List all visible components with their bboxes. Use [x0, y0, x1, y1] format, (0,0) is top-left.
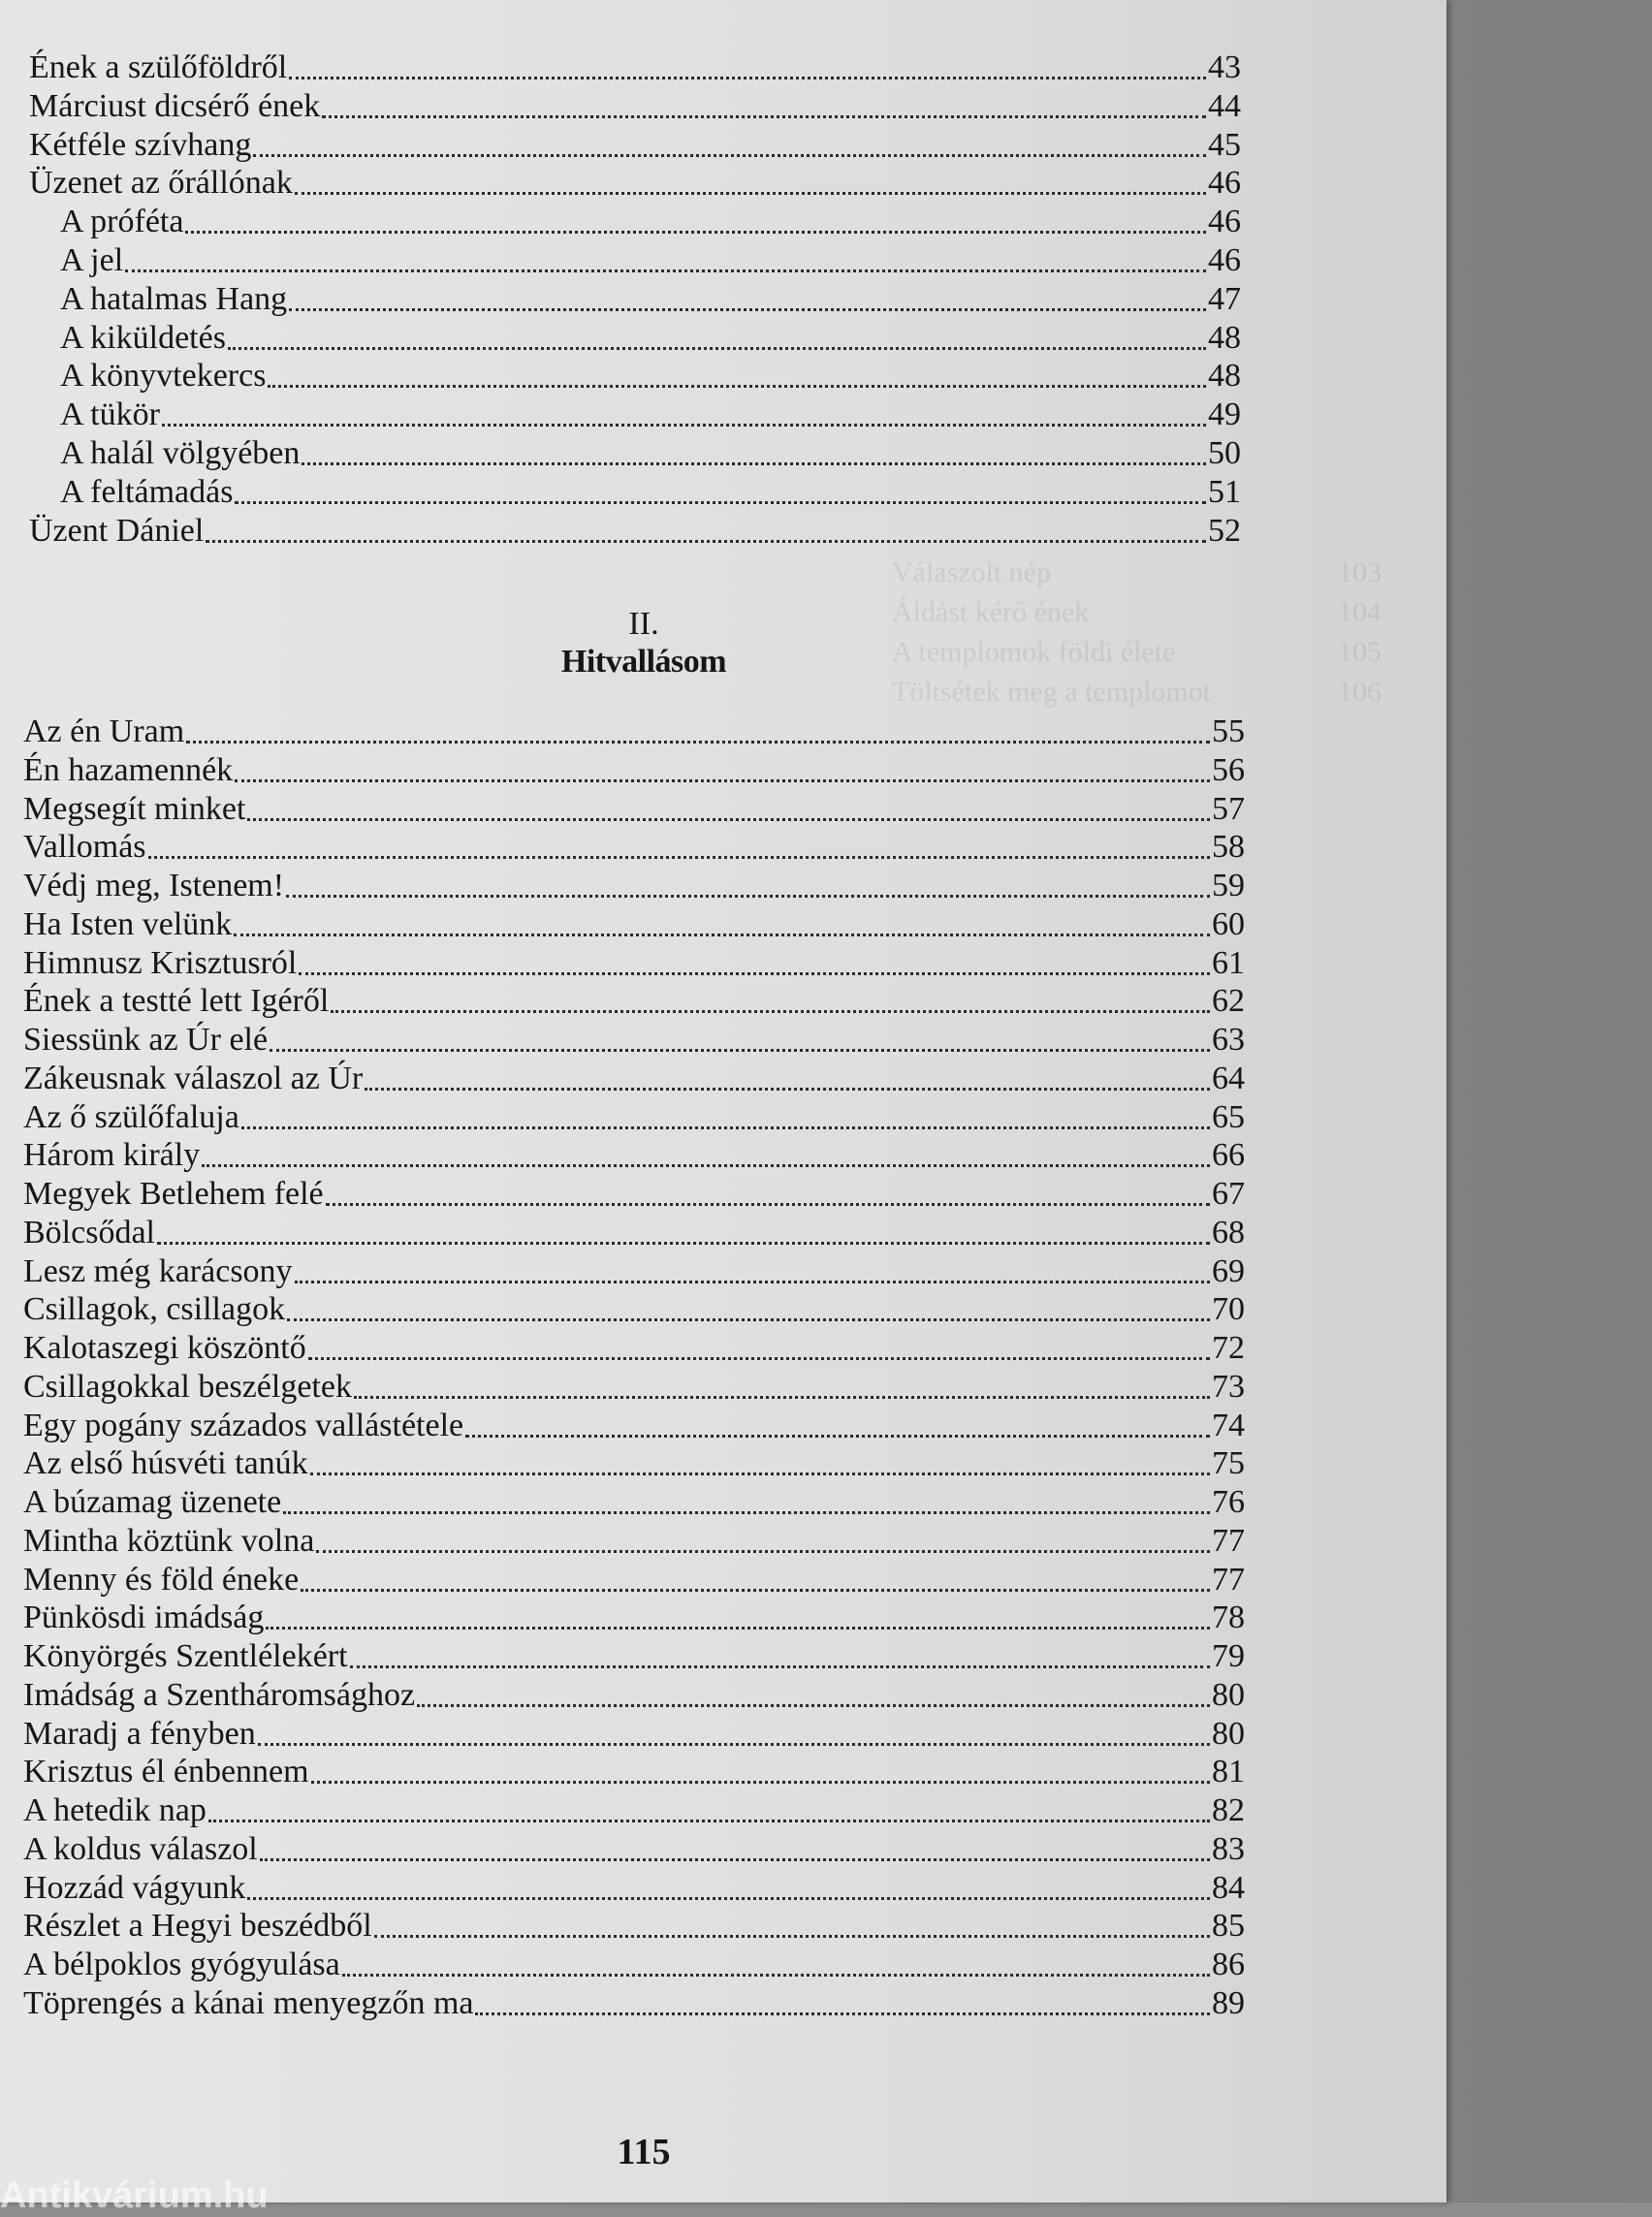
toc-entry-page: 74	[1212, 1407, 1245, 1443]
toc-entry-title: Pünkösdi imádság	[23, 1599, 265, 1636]
dot-leader	[326, 1203, 1210, 1206]
toc-entry	[23, 1060, 1245, 1098]
toc-entry-page: 49	[1208, 396, 1241, 433]
toc-entry	[23, 1407, 1245, 1445]
toc-entry-page: 86	[1212, 1947, 1245, 1982]
toc-entry-title: Kétféle szívhang	[29, 126, 252, 163]
toc-entry-page: 63	[1212, 1022, 1245, 1058]
toc-entry-page: 45	[1208, 126, 1241, 163]
toc-entry	[23, 790, 1245, 829]
ghost-line: Töltsétek meg a templomot	[892, 676, 1212, 708]
dot-leader	[186, 741, 1210, 744]
toc-entry-title: Töprengés a kánai menyegzőn ma	[23, 1984, 474, 2021]
toc-entry-title: A koldus válaszol	[23, 1830, 258, 1867]
toc-entry-page: 75	[1212, 1445, 1245, 1482]
toc-entry-page: 85	[1212, 1908, 1245, 1945]
toc-entry-page: 56	[1212, 751, 1245, 788]
toc-entry-page: 70	[1212, 1291, 1245, 1328]
dot-leader	[299, 972, 1210, 975]
toc-entry-page: 61	[1212, 944, 1245, 981]
toc-entry	[23, 1329, 1245, 1368]
toc-entry-page: 77	[1212, 1561, 1245, 1598]
toc-entry-title: A bélpoklos gyógyulása	[23, 1947, 340, 1982]
toc-entry	[23, 1136, 1245, 1175]
toc-entry-page: 81	[1212, 1754, 1245, 1790]
toc-entry-title: A hatalmas Hang	[60, 280, 288, 317]
toc-entry	[23, 1753, 1245, 1791]
toc-entry-title: Az első húsvéti tanúk	[23, 1445, 308, 1482]
toc-entry	[29, 512, 1241, 551]
dot-leader	[311, 1781, 1210, 1784]
dot-leader	[125, 269, 1206, 272]
toc-entry-page: 46	[1208, 165, 1241, 202]
toc-entry-page: 50	[1208, 435, 1241, 471]
dot-leader	[185, 231, 1206, 234]
toc-entry-title: Siessünk az Úr elé	[23, 1022, 269, 1058]
toc-entry-page: 48	[1208, 358, 1241, 395]
dot-leader	[260, 1858, 1210, 1861]
toc-entry-page: 89	[1212, 1984, 1245, 2021]
toc-entry-title: Mintha köztünk volna	[23, 1522, 315, 1559]
toc-entry-title: A feltámadás	[60, 473, 234, 510]
dot-leader	[417, 1704, 1210, 1707]
dot-leader	[289, 308, 1206, 311]
toc-entry	[29, 164, 1241, 203]
page-number: 115	[617, 2132, 671, 2172]
dot-leader	[302, 462, 1206, 465]
toc-entry-page: 51	[1208, 473, 1241, 510]
toc-entry-title: Vallomás	[23, 829, 146, 866]
toc-entry-title: A kiküldetés	[60, 319, 226, 356]
toc-entry-title: Részlet a Hegyi beszédből	[23, 1908, 372, 1945]
toc-entry-title: A próféta	[60, 204, 184, 240]
dot-leader	[286, 895, 1210, 898]
watermark-logo: Antikvárium.hu	[0, 2175, 269, 2216]
ghost-line: 106	[1338, 676, 1382, 708]
dot-leader	[202, 1164, 1210, 1167]
toc-entry-title: Maradj a fényben	[23, 1715, 256, 1752]
toc-entry-page: 46	[1208, 242, 1241, 278]
toc-entry-title: A halál völgyében	[60, 435, 301, 471]
dot-leader	[475, 2012, 1210, 2015]
toc-entry	[23, 1984, 1245, 2023]
toc-entry	[23, 1290, 1245, 1329]
toc-entry-title: Bölcsődal	[23, 1214, 155, 1251]
ghost-line: Áldást kérő ének	[892, 596, 1090, 628]
toc-entry-title: Ha Isten velünk	[23, 905, 233, 942]
dot-leader	[234, 934, 1210, 936]
toc-entry-title: Könyörgés Szentlélekért	[23, 1638, 348, 1674]
toc-entry-page: 64	[1212, 1060, 1245, 1096]
toc-entry	[60, 396, 1241, 434]
toc-entry	[29, 48, 1241, 87]
toc-entry-page: 73	[1212, 1368, 1245, 1405]
toc-entry	[23, 1444, 1245, 1483]
dot-leader	[247, 1897, 1210, 1900]
toc-entry	[23, 751, 1245, 790]
toc-entry	[23, 1830, 1245, 1869]
section-title: Hitvallásom	[560, 644, 727, 680]
toc-entry	[60, 280, 1241, 319]
toc-entry-page: 59	[1212, 868, 1245, 903]
dot-leader	[365, 1088, 1210, 1091]
dot-leader	[308, 1357, 1210, 1360]
toc-entry-title: Üzenet az őrállónak	[29, 165, 293, 202]
dot-leader	[295, 1281, 1210, 1283]
dot-leader	[322, 115, 1206, 118]
toc-entry-page: 52	[1208, 512, 1241, 549]
ghost-line: 103	[1338, 556, 1382, 588]
toc-entry-title: Az én Uram	[23, 713, 185, 749]
toc-entry	[23, 713, 1245, 751]
toc-entry	[23, 1946, 1245, 1984]
toc-entry-title: A könyvtekercs	[60, 358, 267, 395]
toc-entry-page: 78	[1212, 1599, 1245, 1636]
dot-leader	[206, 540, 1206, 543]
toc-entry-page: 80	[1212, 1676, 1245, 1713]
dot-leader	[157, 1242, 1210, 1245]
toc-entry	[23, 1637, 1245, 1676]
dot-leader	[316, 1550, 1210, 1553]
dot-leader	[310, 1473, 1210, 1475]
dot-leader	[162, 424, 1206, 427]
toc-entry-title: Hozzád vágyunk	[23, 1869, 246, 1906]
dot-leader	[270, 1049, 1210, 1052]
toc-entry	[29, 126, 1241, 165]
toc-entry-page: 44	[1208, 87, 1241, 124]
toc-entry-page: 46	[1208, 204, 1241, 240]
toc-entry	[23, 1869, 1245, 1908]
toc-entry	[60, 434, 1241, 473]
dot-leader	[228, 347, 1206, 350]
toc-entry	[23, 1522, 1245, 1561]
toc-entry	[23, 1561, 1245, 1599]
toc-entry-page: 58	[1212, 829, 1245, 866]
toc-entry-page: 47	[1208, 280, 1241, 317]
toc-entry-title: Egy pogány százados vallástétele	[23, 1407, 464, 1443]
toc-entry-title: Himnusz Krisztusról	[23, 944, 298, 981]
dot-leader	[354, 1396, 1210, 1399]
section-number: II.	[628, 606, 659, 642]
ghost-line: 104	[1338, 596, 1382, 628]
toc-entry-title: A búzamag üzenete	[23, 1484, 282, 1520]
toc-entry	[23, 1907, 1245, 1946]
dot-leader	[241, 1126, 1210, 1129]
dot-leader	[331, 1010, 1210, 1013]
toc-entry	[23, 905, 1245, 944]
toc-entry	[23, 982, 1245, 1021]
toc-entry	[23, 1214, 1245, 1252]
toc-entry-page: 79	[1212, 1638, 1245, 1674]
dot-leader	[295, 192, 1206, 195]
dot-leader	[235, 501, 1206, 504]
toc-entry	[23, 1791, 1245, 1830]
toc-entry-page: 82	[1212, 1792, 1245, 1828]
dot-leader	[342, 1974, 1210, 1977]
toc-entry-title: A tükör	[60, 396, 160, 433]
toc-entry	[23, 1252, 1245, 1291]
dot-leader	[253, 154, 1206, 157]
dot-leader	[266, 1627, 1210, 1630]
toc-entry	[23, 828, 1245, 867]
toc-entry-page: 80	[1212, 1715, 1245, 1752]
dot-leader	[287, 1318, 1210, 1321]
toc-entry	[60, 241, 1241, 280]
dot-leader	[289, 77, 1206, 79]
dot-leader	[235, 779, 1210, 782]
toc-entry-page: 57	[1212, 790, 1245, 827]
toc-entry-page: 76	[1212, 1484, 1245, 1520]
dot-leader	[268, 385, 1206, 388]
toc-entry-title: Imádság a Szentháromsághoz	[23, 1676, 416, 1713]
toc-entry-title: Megsegít minket	[23, 790, 246, 827]
toc-entry-page: 84	[1212, 1869, 1245, 1906]
toc-entry	[23, 944, 1245, 983]
toc-entry	[60, 473, 1241, 512]
ghost-line: 105	[1338, 636, 1382, 668]
toc-entry-title: Lesz még karácsony	[23, 1252, 293, 1289]
toc-entry-title: Zákeusnak válaszol az Úr	[23, 1060, 364, 1096]
toc-entry-title: Krisztus él énbennem	[23, 1754, 309, 1790]
dot-leader	[148, 856, 1210, 859]
toc-entry	[23, 1483, 1245, 1522]
dot-leader	[283, 1511, 1210, 1514]
toc-entry	[23, 1676, 1245, 1715]
dot-leader	[350, 1665, 1210, 1668]
toc-entry	[23, 1098, 1245, 1137]
dot-leader	[247, 818, 1210, 821]
toc-entry-page: 65	[1212, 1098, 1245, 1135]
toc-entry	[23, 1715, 1245, 1754]
toc-entry-title: Védj meg, Istenem!	[23, 868, 285, 903]
dot-leader	[258, 1743, 1210, 1746]
ghost-line: Válaszolt nép	[892, 556, 1052, 588]
ghost-line: A templomok földi élete	[892, 636, 1176, 668]
toc-entry-title: Én hazamennék	[23, 751, 234, 788]
toc-entry-page: 68	[1212, 1214, 1245, 1251]
toc-entry-title: Ének a szülőföldről	[29, 49, 288, 85]
toc-entry	[60, 319, 1241, 358]
dot-leader	[301, 1589, 1210, 1592]
toc-entry-title: Megyek Betlehem felé	[23, 1176, 324, 1212]
dot-leader	[374, 1935, 1210, 1938]
toc-entry-title: Az ő szülőfaluja	[23, 1098, 239, 1135]
toc-entry	[23, 1021, 1245, 1060]
toc-entry-title: Három király	[23, 1137, 201, 1174]
toc-entry-title: Menny és föld éneke	[23, 1561, 300, 1598]
dot-leader	[465, 1435, 1210, 1438]
toc-entry-title: A hetedik nap	[23, 1792, 206, 1828]
toc-entry-page: 48	[1208, 319, 1241, 356]
toc-entry	[23, 867, 1245, 905]
toc-entry-page: 55	[1212, 713, 1245, 749]
toc-entry-page: 69	[1212, 1252, 1245, 1289]
toc-entry-title: Üzent Dániel	[29, 512, 205, 549]
toc-entry-page: 77	[1212, 1522, 1245, 1559]
toc-entry-page: 66	[1212, 1137, 1245, 1174]
toc-entry-title: Márciust dicsérő ének	[29, 87, 321, 124]
toc-entry	[60, 357, 1241, 396]
toc-entry	[23, 1599, 1245, 1637]
toc-entry-page: 67	[1212, 1176, 1245, 1212]
toc-entry-title: Ének a testté lett Igéről	[23, 983, 330, 1020]
toc-entry-page: 43	[1208, 49, 1241, 85]
toc-entry-page: 60	[1212, 905, 1245, 942]
toc-entry-title: Csillagok, csillagok	[23, 1291, 286, 1328]
toc-entry	[60, 203, 1241, 241]
dot-leader	[208, 1820, 1210, 1822]
toc-entry	[23, 1175, 1245, 1214]
toc-entry-page: 72	[1212, 1330, 1245, 1366]
toc-entry-title: Csillagokkal beszélgetek	[23, 1368, 352, 1405]
toc-entry-title: A jel	[60, 242, 124, 278]
toc-entry	[29, 87, 1241, 126]
toc-entry-page: 83	[1212, 1830, 1245, 1867]
toc-entry-page: 62	[1212, 983, 1245, 1020]
toc-entry	[23, 1368, 1245, 1407]
toc-entry-title: Kalotaszegi köszöntő	[23, 1330, 306, 1366]
